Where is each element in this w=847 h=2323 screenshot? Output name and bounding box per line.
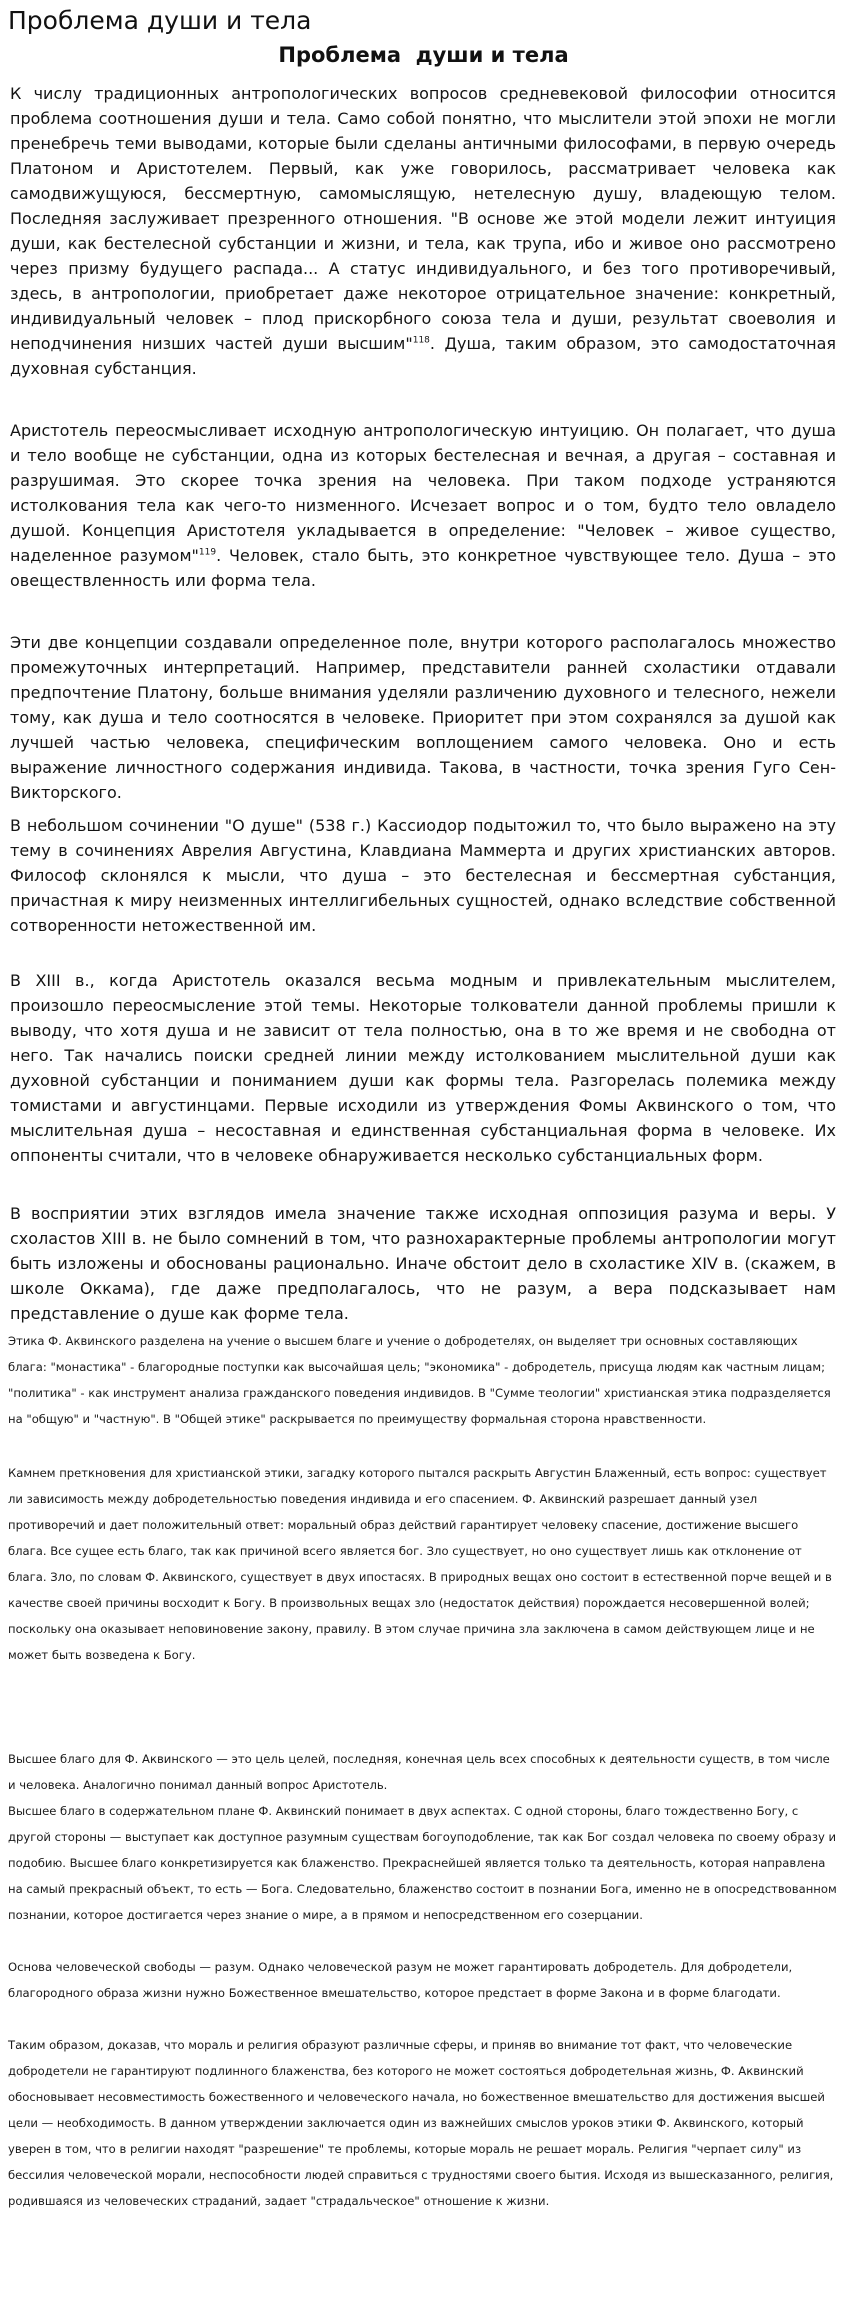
footnote-ref[interactable]: 118 xyxy=(412,335,430,346)
article-heading: Проблема души и тела xyxy=(278,43,569,67)
paragraph-text-after: . Человек, стало быть, это конкретное чувствующее тело. Душа – это овеществленность или форма тела. xyxy=(10,546,836,590)
paragraph-5 xyxy=(10,968,836,1168)
note-1: Этика Ф. Аквинского разделена на учение о высшем благе и учение о добродетелях, он выделяет три основных составляющих блага: "монастика" - благородные поступки как высочайшая цель; "экономика" - добродетель, присуща людям как частным лицам; "политика" - как инструмент анализа гражданского поведения индивидов. В "Сумме теологии" христианская этика подразделяется на "общую" и "частную". В "Общей этике" раскрывается по преимуществу формальная сторона нравственности. xyxy=(8,1334,831,1426)
paragraph-1 xyxy=(10,81,836,381)
note-3: Высшее благо для Ф. Аквинского — это цель целей, последняя, конечная цель всех способных к деятельности существ, в том числе и человека. Аналогично понимал данный вопрос Аристотель. xyxy=(8,1752,830,1792)
paragraph-4 xyxy=(10,813,836,938)
footnote-ref[interactable]: 119 xyxy=(198,547,217,558)
paragraph-6 xyxy=(10,1201,836,1326)
paragraph-text-after: . Душа, таким образом, это самодостаточная духовная субстанция. xyxy=(10,334,837,378)
page-title: Проблема души и тела xyxy=(8,6,312,35)
paragraph-text: В XIII в., когда Аристотель оказался весьма модным и привлекательным мыслителем, произошло переосмысление этой темы. Некоторые толкователи данной проблемы пришли к выводу, что хотя душа и не зависит от тела полностью, она в то же время и не свободна от него. Так начались поиски средней линии между истолкованием мыслительной души как духовной субстанции и пониманием души как формы тела. Разгорелась полемика между томистами и августинцами. Первые исходили из утверждения Фомы Аквинского о том, что мыслительная душа – несоставная и единственная субстанциальная форма в человеке. Их оппоненты считали, что в человеке обнаруживается несколько субстанциальных форм. xyxy=(10,971,836,1165)
paragraph-text: Эти две концепции создавали определенное поле, внутри которого располагалось множество промежуточных интерпретаций. Например, представители ранней схоластики отдавали предпочтение Платону, больше внимания уделяли различению духовного и телесного, нежели тому, как душа и тело соотносятся в человеке. Приоритет при этом сохранялся за душой как лучшей частью человека, специфическим воплощением самого человека. Оно и есть выражение личностного содержания индивида. Такова, в частности, точка зрения Гуго Сен-Викторского. xyxy=(10,633,836,802)
paragraph-text: В небольшом сочинении "О душе" (538 г.) Кассиодор подытожил то, что было выражено на эту тему в сочинениях Аврелия Августина, Клавдиана Маммерта и других христианских авторов. Философ склонялся к мысли, что душа – это бестелесная и бессмертная субстанция, причастная к миру неизменных интеллигибельных сущностей, однако вследствие собственной сотворенности нетожественной им. xyxy=(10,816,836,935)
note-4: Высшее благо в содержательном плане Ф. Аквинский понимает в двух аспектах. С одной стороны, благо тождественно Богу, с другой стороны — выступает как доступное разумным существам богоуподобление, так как Бог создал человека по своему образу и подобию. Высшее благо конкретизируется как блаженство. Прекраснейшей является только та деятельность, которая направлена на самый прекрасный объект, то есть — Бога. Следовательно, блаженство состоит в познании Бога, именно не в опосредствованном познании, которое достигается через знание о мире, а в прямом и непосредственном его созерцании. xyxy=(8,1804,837,1922)
paragraph-2 xyxy=(10,418,836,593)
note-2: Камнем преткновения для христианской этики, загадку которого пытался раскрыть Августин Блаженный, есть вопрос: существует ли зависимость между добродетельностью поведения индивида и его спасением. Ф. Аквинский разрешает данный узел противоречий и дает положительный ответ: моральный образ действий гарантирует человеку спасение, достижение высшего блага. Все сущее есть благо, так как причиной всего является бог. Зло существует, но оно существует лишь как отклонение от блага. Зло, по словам Ф. Аквинского, существует в двух ипостасях. В природных вещах оно состоит в естественной порче вещей и в качестве своей причины восходит к Богу. В произвольных вещах зло (недостаток действия) порождается несовершенной волей; поскольку она оказывает неповиновение закону, правилу. В этом случае причина зла заключена в самом действующем лице и не может быть возведена к Богу. xyxy=(8,1466,832,1662)
paragraph-text: В восприятии этих взглядов имела значение также исходная оппозиция разума и веры. У схоластов XIII в. не было сомнений в том, что разнохарактерные проблемы антропологии могут быть изложены и обоснованы рационально. Иначе обстоит дело в схоластике XIV в. (скажем, в школе Оккама), где даже предполагалось, что не разум, а вера подсказывает нам представление о душе как форме тела. xyxy=(10,1204,836,1323)
paragraph-text: Аристотель переосмысливает исходную антропологическую интуицию. Он полагает, что душа и тело вообще не субстанции, одна из которых бестелесная и вечная, а другая – составная и разрушимая. Это скорее точка зрения на человека. При таком подходе устраняются истолкования тела как чего-то низменного. Исчезает вопрос и о том, будто тело овладело душой. Концепция Аристотеля укладывается в определение: "Человек – живое существо, наделенное разумом" xyxy=(10,421,836,565)
paragraph-3 xyxy=(10,630,836,805)
note-5: Основа человеческой свободы — разум. Однако человеческой разум не может гарантировать добродетель. Для добродетели, благородного образа жизни нужно Божественное вмешательство, которое предстает в форме Закона и в форме благодати. xyxy=(8,1960,793,2000)
note-6: Таким образом, доказав, что мораль и религия образуют различные сферы, и приняв во внимание тот факт, что человеческие добродетели не гарантируют подлинного блаженства, без которого не может состояться добродетельная жизнь, Ф. Аквинский обосновывает несовместимость божественного и человеческого начала, но божественное вмешательство для достижения высшей цели — необходимость. В данном утверждении заключается один из важнейших смыслов уроков этики Ф. Аквинского, который уверен в том, что в религии находят "разрешение" те проблемы, которые мораль не решает мораль. Религия "черпает силу" из бессилия человеческой морали, неспособности людей справиться с трудностями своего бытия. Исходя из вышесказанного, религия, родившаяся из человеческих страданий, задает "страдальческое" отношение к жизни. xyxy=(8,2038,834,2208)
paragraph-text: К числу традиционных антропологических вопросов средневековой философии относится проблема соотношения души и тела. Само собой понятно, что мыслители этой эпохи не могли пренебречь теми выводами, которые были сделаны античными философами, в первую очередь Платоном и Аристотелем. Первый, как уже говорилось, рассматривает человека как самодвижущуюся, бессмертную, самомыслящую, нетелесную душу, владеющую телом. Последняя заслуживает презренного отношения. "В основе же этой модели лежит интуиция души, как бестелесной субстанции и жизни, и тела, как трупа, ибо и живое оно рассмотрено через призму будущего распада... А статус индивидуального, и без того противоречивый, здесь, в антропологии, приобретает даже некоторое отрицательное значение: конкретный, индивидуальный человек – плод прискорбного союза тела и души, результат своеволия и неподчинения низших частей души высшим" xyxy=(10,84,836,353)
